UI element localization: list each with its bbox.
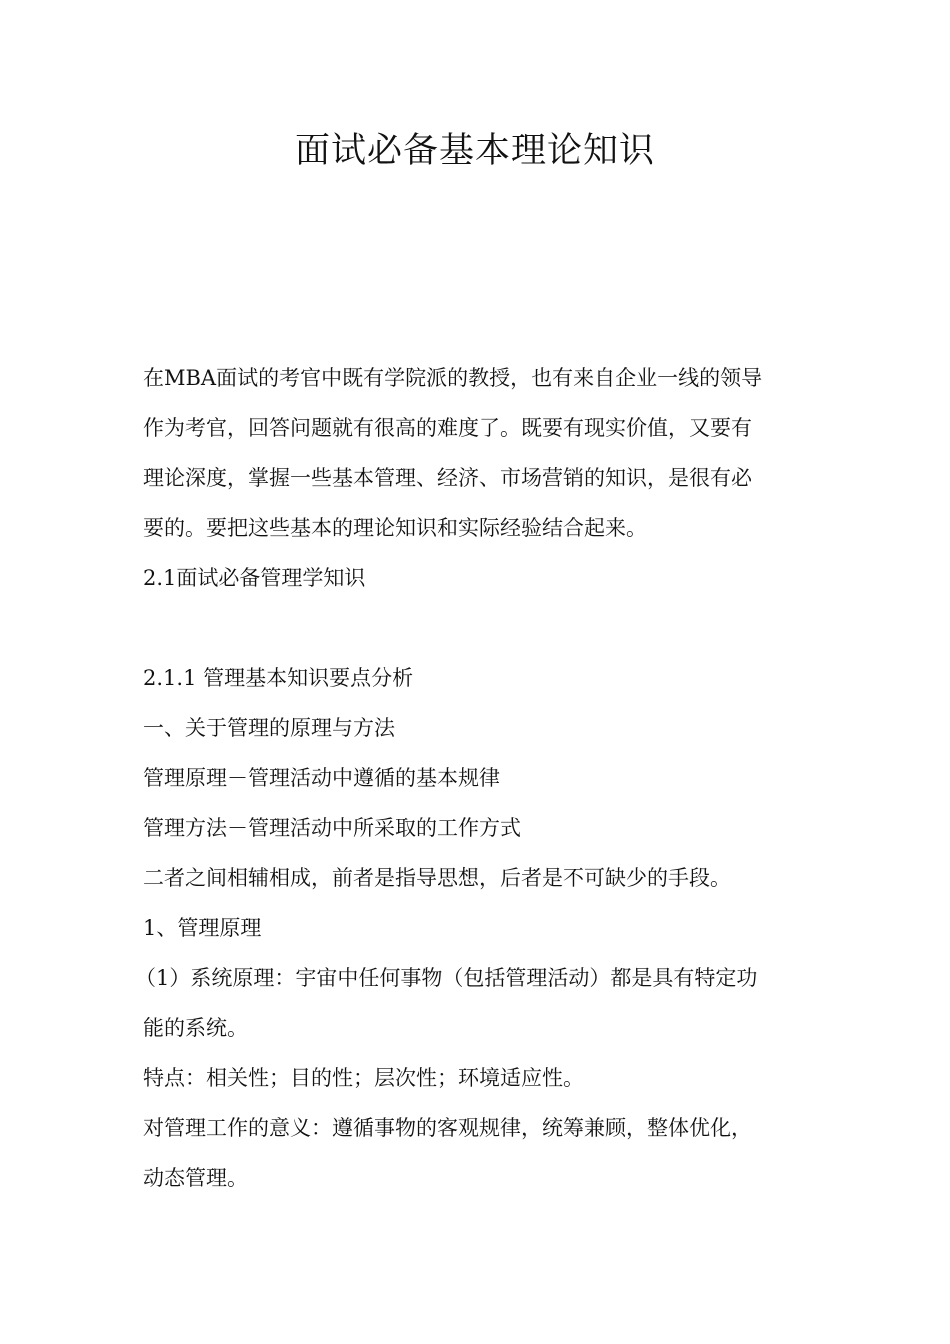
subheading-management-principle: 1、管理原理 [143,916,262,940]
system-principle-line-1: （1）系统原理：宇宙中任何事物（包括管理活动）都是具有特定功 [135,966,758,990]
paragraph-line-1: 在MBA面试的考官中既有学院派的教授，也有来自企业一线的领导 [143,366,763,390]
system-features: 特点：相关性；目的性；层次性；环境适应性。 [143,1066,584,1090]
relationship-sentence: 二者之间相辅相成，前者是指导思想，后者是不可缺少的手段。 [143,866,731,890]
subheading-principles-methods: 一、关于管理的原理与方法 [143,716,395,740]
management-significance-line-1: 对管理工作的意义：遵循事物的客观规律，统筹兼顾，整体优化， [143,1116,752,1140]
paragraph-line-3: 理论深度，掌握一些基本管理、经济、市场营销的知识，是很有必 [143,466,752,490]
management-significance-line-2: 动态管理。 [143,1166,248,1190]
section-heading-2-1: 2.1面试必备管理学知识 [143,566,366,590]
document-title: 面试必备基本理论知识 [294,131,655,171]
section-heading-2-1-1: 2.1.1 管理基本知识要点分析 [143,666,414,690]
blank-line [143,603,823,653]
definition-management-method: 管理方法－管理活动中所采取的工作方式 [143,816,521,840]
definition-management-principle: 管理原理－管理活动中遵循的基本规律 [143,766,500,790]
paragraph-line-2: 作为考官，回答问题就有很高的难度了。既要有现实价值，又要有 [143,416,752,440]
document-body [135,353,823,1203]
paragraph-line-4: 要的。要把这些基本的理论知识和实际经验结合起来。 [143,516,647,540]
system-principle-line-2: 能的系统。 [143,1016,248,1040]
